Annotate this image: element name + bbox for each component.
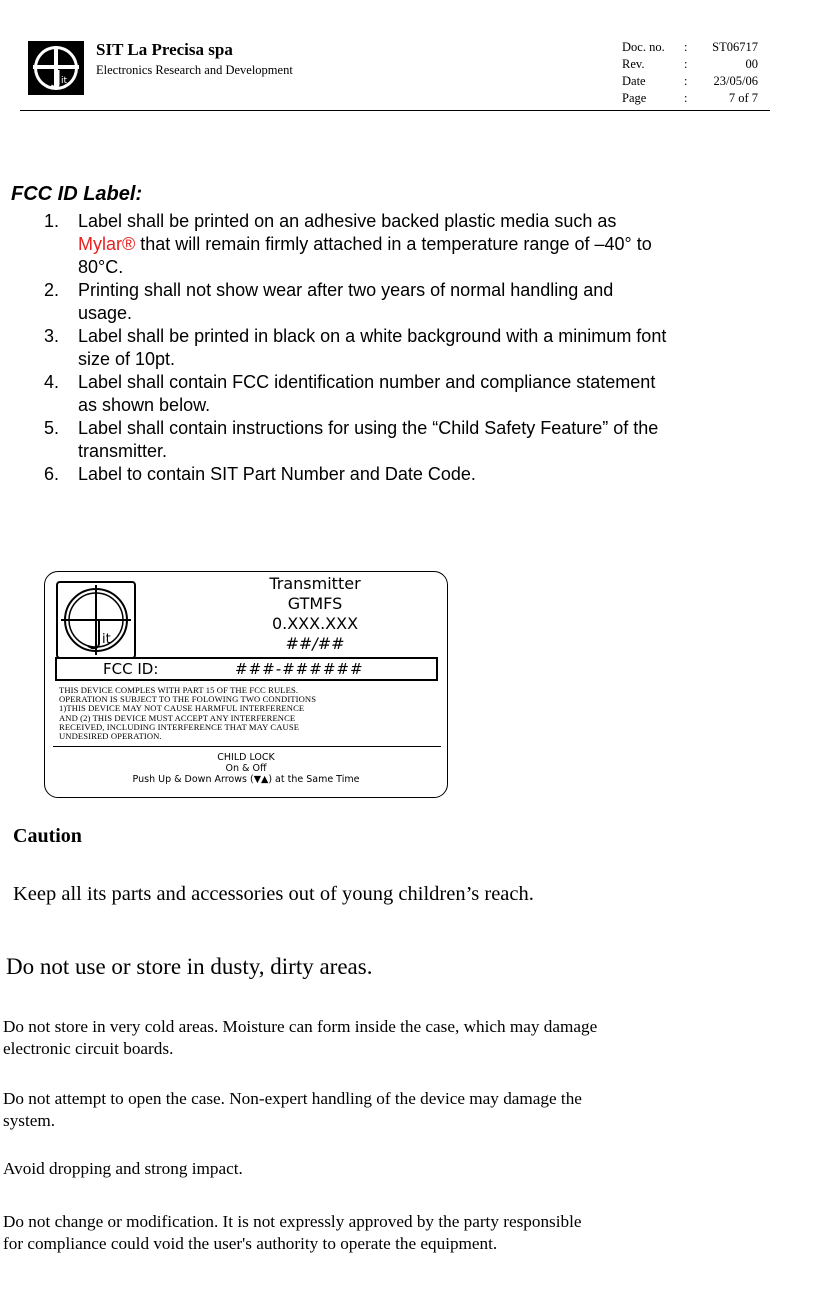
fcc-id-box (55, 657, 438, 681)
doc-info-value: 00 (745, 57, 758, 71)
list-item: 1. Label shall be printed on an adhesive backed plastic media such as Mylar® that will remain firmly attached in a temperature range of –40° to 80°C. (44, 211, 652, 277)
document-info (622, 39, 758, 107)
doc-info-key: Page (622, 91, 647, 105)
child-lock-mode: On & Off (225, 763, 267, 774)
doc-info-value: 23/05/06 (713, 74, 758, 88)
label-model: GTMFS (287, 594, 343, 613)
revision-row: Rev. : 00 (622, 57, 758, 71)
doc-info-value: ST06717 (712, 40, 758, 54)
child-lock-title: CHILD LOCK (217, 752, 275, 763)
company-division: Electronics Research and Development (96, 63, 293, 77)
company-logo-icon (27, 40, 85, 96)
doc-info-key: Date (622, 74, 646, 88)
fcc-requirements-list (0, 210, 820, 486)
caution-cold-areas: Do not store in very cold areas. Moisture can form inside the case, which may damage electronic circuit boards. (3, 1017, 598, 1058)
list-item: 2. Printing shall not show wear after two years of normal handling and usage. (44, 280, 614, 323)
label-logo-icon (56, 581, 136, 659)
child-lock-instruction: Push Up & Down Arrows (▼▲) at the Same Time (132, 774, 360, 785)
label-device-name: Transmitter (269, 574, 361, 593)
caution-modification: Do not change or modification. It is not expressly approved by the party responsible for compliance could void the user's authority to operate the equipment. (3, 1212, 582, 1253)
caution-open-case: Do not attempt to open the case. Non-expert handling of the device may damage the system. (3, 1089, 582, 1130)
fcc-compliance-statement: THIS DEVICE COMPLES WITH PART 15 OF THE FCC RULES. OPERATION IS SUBJECT TO THE FOLOWING TWO CONDITIONS 1)THIS DEVICE MAY NOT CAUSE HARMFUL INTERFERENCE AND (2) THIS DEVICE MUST ACCEPT ANY INTERFERENCE RECEIVED, INCLUDING INTERFERENCE THAT MAY CAUSE UNDESIRED OPERATION. (59, 685, 317, 742)
list-item: 6. Label to contain SIT Part Number and Date Code. (44, 464, 476, 484)
list-item: 5. Label shall contain instructions for using the “Child Safety Feature” of the transmitter. (44, 418, 659, 461)
svg-text:it: it (61, 76, 68, 86)
caution-children-reach: Keep all its parts and accessories out of young children’s reach. (13, 883, 534, 905)
fcc-id-value: ###-###### (235, 660, 364, 678)
fcc-section-title: FCC ID Label: (11, 183, 143, 205)
caution-title: Caution (13, 825, 82, 847)
svg-text:it: it (102, 632, 111, 647)
caution-dropping: Avoid dropping and strong impact. (3, 1159, 243, 1178)
doc-number-row: Doc. no. : ST06717 (622, 40, 758, 54)
fcc-id-key: FCC ID: (103, 660, 159, 678)
mylar-trademark: Mylar® (78, 234, 136, 254)
doc-info-value: 7 of 7 (728, 91, 758, 105)
arrow-keys-icon: ▼▲ (253, 774, 269, 785)
doc-info-key: Doc. no. (622, 40, 665, 54)
label-part-number: 0.XXX.XXX (271, 614, 359, 633)
list-item: 4. Label shall contain FCC identification number and compliance statement as shown below. (44, 372, 656, 415)
date-row: Date : 23/05/06 (622, 74, 758, 88)
fcc-label-sample (44, 571, 448, 798)
company-name: SIT La Precisa spa (96, 40, 233, 59)
list-item: 3. Label shall be printed in black on a white background with a minimum font size of 10pt. (44, 326, 667, 369)
doc-info-key: Rev. (622, 57, 645, 71)
page-row: Page : 7 of 7 (622, 91, 758, 105)
label-date-code: ##/## (285, 634, 345, 653)
caution-dusty-areas: Do not use or store in dusty, dirty areas. (6, 954, 373, 979)
label-divider (53, 746, 441, 747)
header-divider (20, 110, 770, 111)
